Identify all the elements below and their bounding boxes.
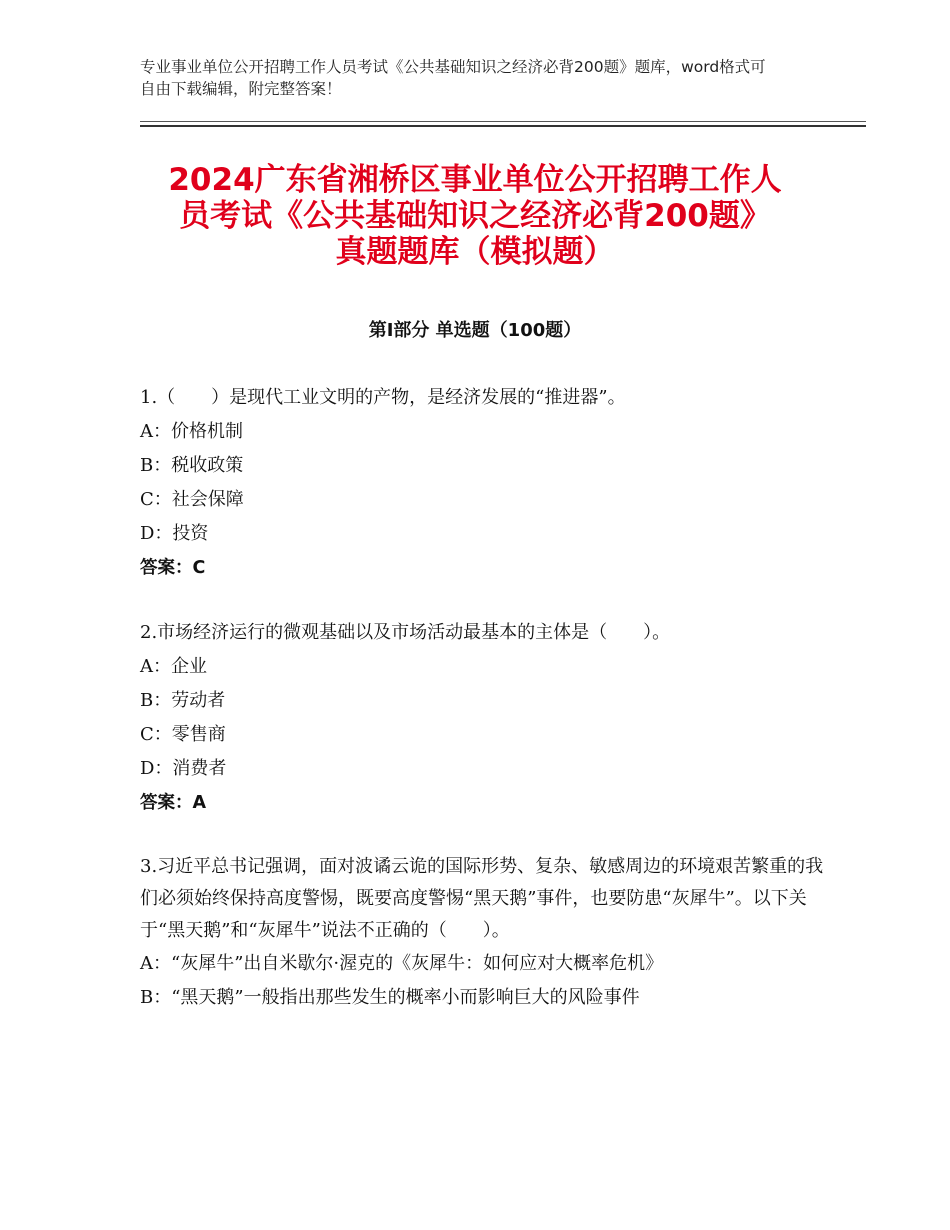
question-3 [140,851,840,1015]
answer: 答案：C [140,558,206,578]
title-line: 真题题库（模拟题） [335,234,615,270]
question-stem: 1.（ ）是现代工业文明的产物，是经济发展的“推进器”。 [140,387,626,408]
question-list [140,381,840,1046]
option-c: C：社会保障 [140,489,244,510]
option-d: D：消费者 [140,758,227,779]
answer: 答案：A [140,793,207,813]
option-b: B：税收政策 [140,455,244,476]
title-line: 2024广东省湘桥区事业单位公开招聘工作人 [168,162,782,198]
header-rule-thick [140,125,866,127]
question-stem: 2.市场经济运行的微观基础以及市场活动最基本的主体是（ ）。 [140,622,671,643]
option-d: D：投资 [140,523,209,544]
option-a: A：企业 [140,656,207,677]
header-rule-thin [140,121,866,122]
section-title: 第Ⅰ部分 单选题（100题） [368,320,582,341]
option-b: B：“黑天鹅”一般指出那些发生的概率小而影响巨大的风险事件 [140,987,640,1008]
title-line: 员考试《公共基础知识之经济必背200题》 [179,198,771,234]
option-c: C：零售商 [140,724,226,745]
question-1 [140,381,840,585]
header-note: 专业事业单位公开招聘工作人员考试《公共基础知识之经济必背200题》题库，word格式可自由下载编辑，附完整答案！ [140,58,766,98]
document-title [120,162,830,270]
option-b: B：劳动者 [140,690,226,711]
question-stem: 3.习近平总书记强调，面对波谲云诡的国际形势、复杂、敏感周边的环境艰苦繁重的我们必须始终保持高度警惕，既要高度警惕“黑天鹅”事件，也要防患“灰犀牛”。以下关于“黑天鹅”和“灰犀牛”说法不正确的（ ）。 [140,856,824,941]
option-a: A：“灰犀牛”出自米歇尔·渥克的《灰犀牛：如何应对大概率危机》 [140,953,664,974]
option-a: A：价格机制 [140,421,243,442]
question-2 [140,616,840,820]
